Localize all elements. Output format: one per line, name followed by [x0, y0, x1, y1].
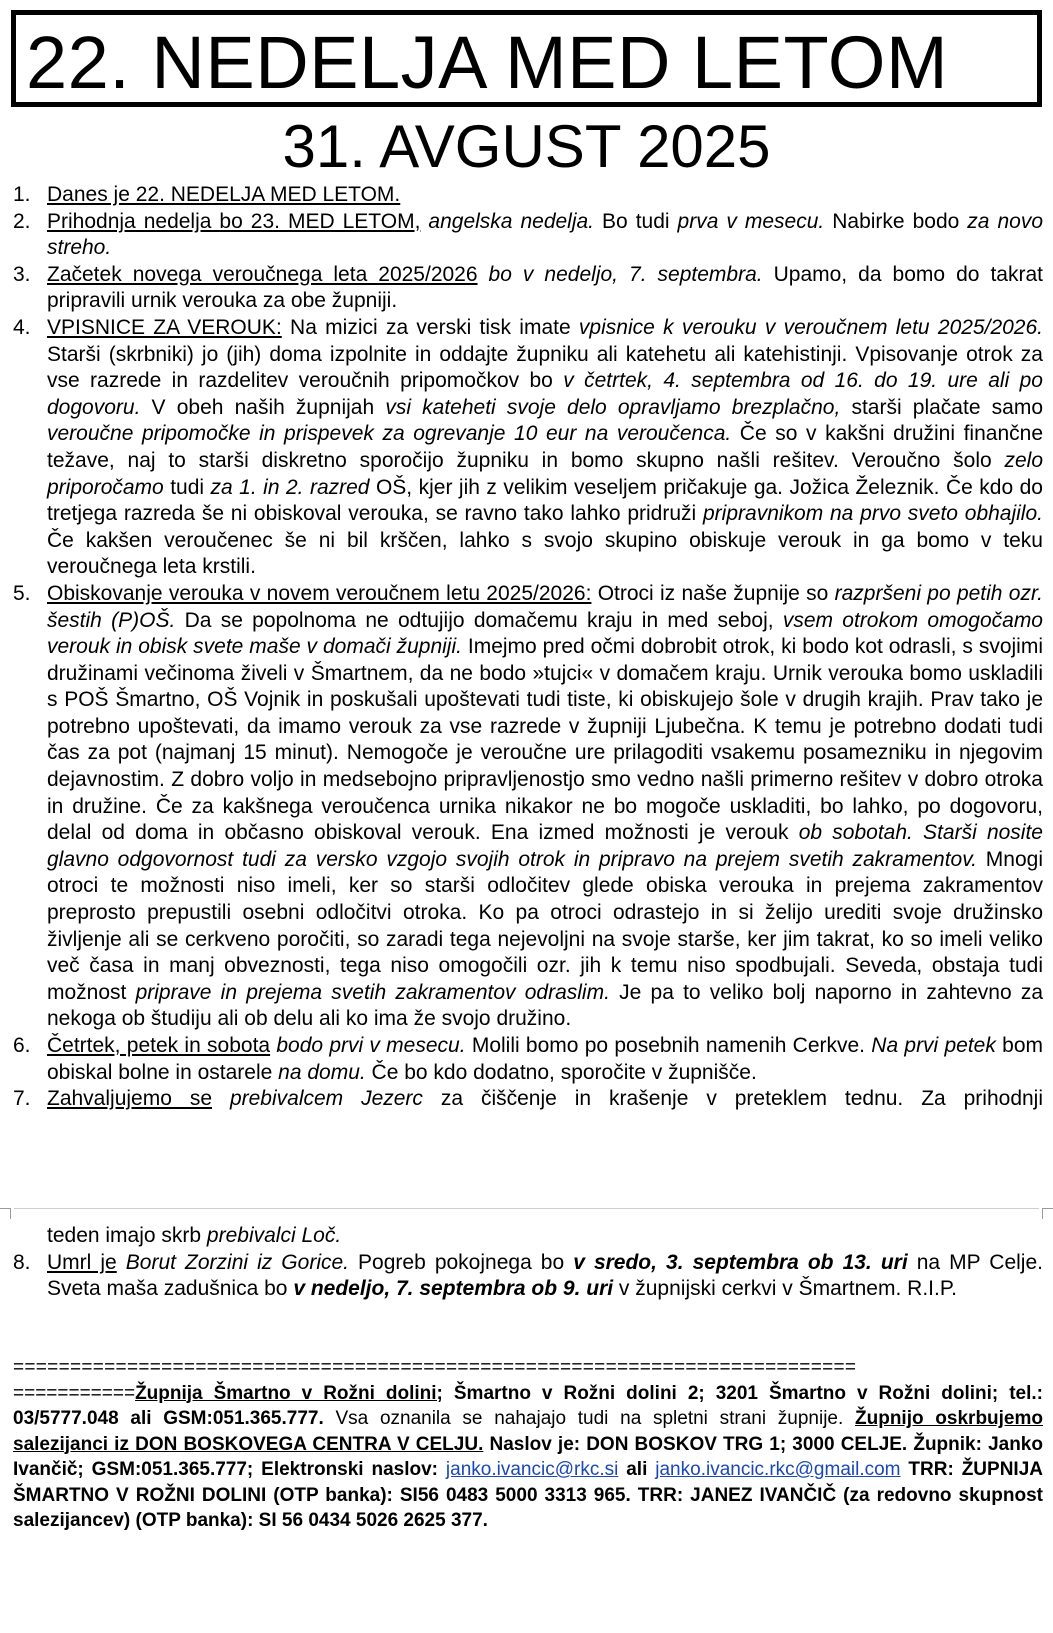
text-span: tudi	[163, 475, 211, 499]
text-span: na MP Celje. Sveta maša zadušnica bo	[47, 1250, 1043, 1301]
item-heading: Zahvaljujemo se	[47, 1087, 212, 1111]
item-number: 1.	[13, 183, 31, 206]
emphasis: zelo priporočamo	[47, 448, 1043, 499]
bank-accounts: TRR: ŽUPNIJA ŠMARTNO V ROŽNI DOLINI (OTP banka): SI56 0483 5000 3313 965. TRR: JANEZ IVANČIČ (za redovno skupnost salezijancev) (OTP banka): SI 56 0434 5026 2625 377.	[13, 1459, 1043, 1531]
text-span	[212, 1087, 230, 1110]
text-span: Je pa to veliko bolj naporno in zahtevno za nekoga ob študiju ali ob delu ali ko ima že svojo družino.	[47, 980, 1044, 1031]
item-heading: Umrl je	[47, 1250, 117, 1274]
emphasis: razpršeni po petih ozr. šestih (P)OŠ.	[47, 581, 1043, 632]
text-span: Če kakšen veroučenec še ni bil krščen, lahko s svojo skupino obiskuje verouk in ga bomo v teku veroučnega leta krstili.	[47, 528, 1043, 579]
text-span: Pogreb pokojnega bo	[349, 1250, 574, 1274]
text-span	[478, 263, 489, 286]
page-corner-mark	[1042, 1208, 1053, 1219]
text-span: ali	[618, 1459, 656, 1480]
email-link[interactable]: janko.ivancic@rkc.si	[445, 1459, 619, 1480]
item-number: 7.	[13, 1087, 31, 1111]
item-heading: Danes je 22. NEDELJA MED LETOM.	[47, 183, 401, 206]
list-item	[0, 262, 1053, 315]
emphasis: bo v nedeljo, 7. septembra.	[488, 262, 763, 286]
emphasis: bodo prvi v mesecu.	[276, 1034, 466, 1057]
text-span: OŠ, kjer jih z velikim veseljem pričakuje ga. Jožica Železnik. Če kdo do tretjega razreda še ni obiskoval verouka, se ravno tako lahko pridruži	[47, 475, 1043, 526]
announcement-list	[0, 182, 1053, 1113]
text-span: V obeh naših župnijah	[140, 395, 386, 419]
list-item	[0, 209, 1053, 262]
emphasis: priprave in prejema svetih zakramentov odraslim.	[135, 980, 610, 1004]
salesians-note: Župnijo oskrbujemo salezijanci iz DON BOSKOVEGA CENTRA V CELJU.	[13, 1408, 1043, 1455]
list-item	[0, 182, 1053, 209]
text-span: Otroci iz naše župnije so	[591, 581, 835, 605]
emphasis: Borut Zorzini iz Gorice.	[125, 1250, 349, 1274]
parish-address: Šmartno v Rožni dolini 2; 3201 Šmartno v Rožni dolini; tel.: 03/5777.048 ali GSM:051.365.777.	[13, 1382, 1043, 1429]
text-span: Imejmo pred očmi dobrobit otrok, ki bodo kot odrasli, s svojimi družinami večinoma živeli v Šmartnem, da ne bodo »tujci« v domačem kraju. Urnik verouka bomo uskladili s POŠ Šmartno, OŠ Vojnik in poskušali upoštevati tudi tiste, ki obiskujejo šole v drugih krajih. Prav tako je potrebno upoštevati, da imamo verouk za vse razrede v župniji Ljubečna. K temu je potrebno dodati tudi čas za pot (najmanj 15 minut). Nemogoče je veroučne ure prilagoditi vsakemu posamezniku in njegovim dejavnostim. Z dobro voljo in medsebojno pripravljenostjo smo vedno našli primerno rešitev v dobro otroka in družine. Če za kakšnega veroučenca urnika nikakor ne bo mogoče uskladiti, bo lahko, po dogovoru, delal od doma in občasno obiskoval verouk. Ena izmed možnosti je verouk	[47, 635, 1043, 845]
emphasis: prebivalci Loč.	[206, 1224, 342, 1247]
emphasis: v sredo, 3. septembra ob 13. uri	[573, 1250, 908, 1274]
text-span: Bo tudi	[594, 209, 678, 233]
title-box	[11, 10, 1042, 107]
text-span	[117, 1251, 126, 1274]
text-span: Na mizici za verski tisk imate	[281, 315, 579, 339]
emphasis: v četrtek, 4. septembra od 16. do 19. ure ali po dogovoru.	[47, 369, 1043, 419]
item-number: 6.	[13, 1034, 31, 1057]
text-span: teden imajo skrb	[47, 1224, 207, 1247]
text-span: Upamo, da bomo do takrat pripravili urnik verouka za obe župniji.	[47, 262, 1043, 313]
text-span: Mnogi otroci te možnosti niso imeli, ker so starši odločitev glede obiska verouka in prejema zakramentov preprosto prepustili osebni odločitvi otroka. Ko pa otroci odrastejo in si želijo urediti svoje družinsko življenje ali se cerkveno poročiti, so zaradi tega nejevoljni na svoje starše, ker jim takrat, ko so imeli veliko več časa in manj obveznosti, tega niso omogočili ozr. jih k temu niso spodbujali. Seveda, obstaja tudi možnost	[47, 847, 1043, 1004]
text-span: bom obiskal bolne in ostarele	[47, 1034, 1043, 1084]
emphasis: prebivalcem Jezerc	[229, 1087, 423, 1111]
email-link[interactable]: janko.ivancic.rkc@gmail.com	[655, 1459, 901, 1480]
list-item	[0, 1086, 1053, 1113]
separator-line: ===========	[13, 1382, 136, 1404]
announcement-list-continued	[0, 1223, 1053, 1303]
item-heading: Začetek novega veroučnega leta 2025/2026	[47, 262, 478, 286]
text-span: Če bo kdo dodatno, sporočite v župnišče.	[365, 1060, 757, 1084]
item-number: 4.	[13, 315, 31, 339]
emphasis: pripravnikom na prvo sveto obhajilo.	[703, 502, 1043, 526]
emphasis: ob sobotah. Starši nosite glavno odgovornost tudi za versko vzgojo svojih otrok in pripravo na prejem svetih zakramentov.	[47, 821, 1043, 871]
item-heading: Prihodnja nedelja bo 23. MED LETOM,	[47, 209, 421, 233]
text-span: Nabirke bodo	[824, 209, 968, 233]
emphasis: za novo streho.	[47, 209, 1044, 260]
list-item	[0, 581, 1053, 1033]
text-span: Molili bomo po posebnih namenih Cerkve.	[465, 1034, 872, 1057]
text-span: za čiščenje in krašenje v preteklem tednu. Za prihodnji	[422, 1087, 1044, 1111]
list-item	[0, 1033, 1053, 1086]
emphasis: vsi kateheti svoje delo opravljamo brezplačno,	[385, 395, 841, 419]
emphasis: vpisnice k verouku v veroučnem letu 2025/2026.	[578, 315, 1043, 339]
item-number: 3.	[13, 262, 31, 286]
emphasis: Na prvi petek	[871, 1034, 996, 1057]
page-title: 22. NEDELJA MED LETOM	[26, 21, 949, 104]
text-span: Če so v kakšni družini finančne težave, naj to starši diskretno sporočijo župniku in bomo skupno našli rešitev. Veroučno šolo	[47, 422, 1043, 472]
list-item-continuation	[0, 1223, 1053, 1250]
text-span: Starši (skrbniki) jo (jih) doma izpolnite in oddajte župniku ali katehetu ali katehistinji. Vpisovanje otrok za vse razrede in razdelitev veroučnih pripomočkov bo	[47, 342, 1043, 393]
footer	[13, 1355, 1043, 1534]
list-item	[0, 315, 1053, 581]
rip-text: R.I.P.	[907, 1277, 957, 1301]
item-number: 8.	[13, 1250, 31, 1274]
emphasis: prva v mesecu.	[677, 209, 825, 233]
website-note: Vsa oznanila se nahajajo tudi na spletni strani župnije.	[323, 1408, 855, 1429]
separator-line: ==========================================================================	[13, 1357, 857, 1378]
item-number: 2.	[13, 209, 31, 233]
emphasis: vsem otrokom omogočamo verouk in obisk svete maše v domači župniji.	[47, 608, 1043, 659]
item-number: 5.	[13, 581, 31, 605]
item-heading: VPISNICE ZA VEROUK:	[47, 315, 282, 339]
parish-name: Župnija Šmartno v Rožni dolini;	[135, 1382, 443, 1404]
emphasis: angelska nedelja.	[428, 209, 595, 233]
page-date: 31. AVGUST 2025	[282, 113, 771, 180]
item-heading: Obiskovanje verouka v novem veroučnem letu 2025/2026:	[47, 581, 592, 605]
text-span: starši plačate samo	[840, 395, 1044, 419]
item-heading: Četrtek, petek in sobota	[47, 1034, 271, 1057]
emphasis: veroučne pripomočke in prispevek za ogrevanje 10 eur na veroučenca.	[47, 422, 732, 446]
text-span: Da se popolnoma ne odtujijo domačemu kraju in med seboj,	[175, 608, 783, 632]
list-item	[0, 1250, 1053, 1303]
page-break-line	[14, 1208, 1039, 1209]
contact-info: Naslov je: DON BOSKOV TRG 1; 3000 CELJE. Župnik: Janko Ivančič; GSM:051.365.777; Elektronski naslov:	[13, 1433, 1043, 1480]
emphasis: za 1. in 2. razred	[210, 475, 370, 499]
text-span: v župnijski cerkvi v Šmartnem.	[613, 1277, 908, 1301]
emphasis: v nedeljo, 7. septembra ob 9. uri	[293, 1277, 614, 1301]
page-corner-mark	[0, 1208, 11, 1219]
emphasis: na domu.	[278, 1060, 366, 1084]
